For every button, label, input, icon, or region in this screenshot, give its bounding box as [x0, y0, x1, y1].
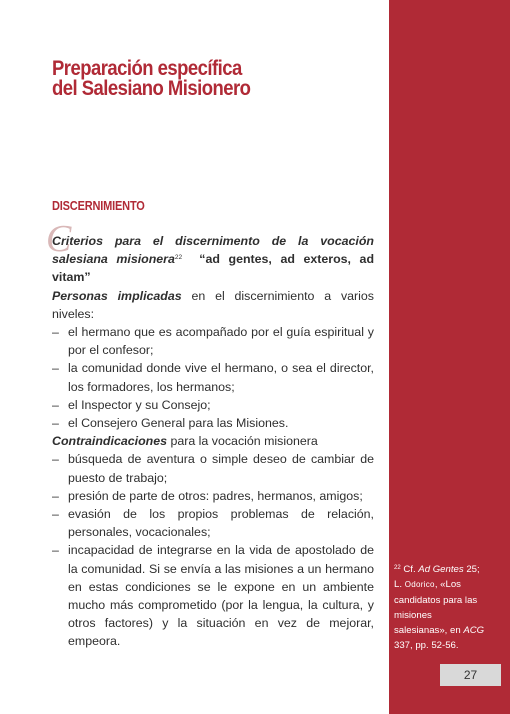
list-item: – el Consejero General para las Misiones.	[52, 414, 374, 432]
list-item: – búsqueda de aventura o simple deseo de cambiar de puesto de trabajo;	[52, 450, 374, 486]
main-content	[46, 218, 375, 651]
contra-list	[52, 450, 374, 650]
section-heading: DISCERNIMIENTO	[52, 199, 145, 213]
footnote	[394, 562, 486, 654]
footnote-italic-2: ACG	[463, 625, 485, 637]
title-line-1: Preparación específica	[52, 57, 242, 80]
contra-intro-text: para la vocación misionera	[170, 434, 318, 449]
list-item: – presión de parte de otros: padres, hermanos, amigos;	[52, 487, 374, 505]
lead-paragraph	[46, 218, 375, 287]
footnote-ref: 22	[174, 254, 183, 262]
personas-intro	[52, 287, 374, 323]
footnote-part4: 337, pp. 52-56.	[394, 640, 459, 652]
lead-quote: “ad gentes, ad exteros, ad vitam”	[52, 252, 375, 285]
lead-text: Criterios para el discernimento de la vocación salesiana misionera	[52, 234, 374, 267]
footnote-italic-1: Ad Gentes	[418, 564, 464, 575]
list-item: – incapacidad de integrarse en la vida de apostolado de la comunidad. Si se envía a las misiones a un hermano en estas condiciones se le expone en un ambiente mucho más comprometido (por la lengua, la cultura, y otros factores) y la situación en vez de mejorar, empeora.	[52, 541, 374, 650]
footnote-part3: , «Los candidatos para las misiones salesianas», en	[394, 579, 478, 637]
personas-intro-text: en el discernimiento a varios niveles:	[52, 288, 374, 321]
contra-intro	[52, 432, 374, 450]
list-item: – evasión de los propios problemas de relación, personales, vocacionales;	[52, 505, 374, 541]
page-title	[52, 59, 342, 99]
personas-list	[52, 323, 374, 432]
dropcap-ornament: C	[46, 218, 72, 260]
list-item: – la comunidad donde vive el hermano, o sea el director, los formadores, los hermanos;	[52, 359, 374, 395]
footnote-mark: 22	[394, 565, 401, 571]
page-number: 27	[440, 664, 501, 686]
contra-label: Contraindicaciones	[52, 434, 167, 449]
title-line-2: del Salesiano Misionero	[52, 77, 251, 100]
personas-label: Personas implicadas	[52, 288, 182, 303]
footnote-author: Odorico	[404, 580, 435, 590]
list-item: – el hermano que es acompañado por el guía espiritual y por el confesor;	[52, 323, 374, 359]
footnote-part2: 25; L.	[394, 564, 480, 591]
footnote-part1: Cf.	[403, 564, 416, 575]
list-item: – el Inspector y su Consejo;	[52, 396, 374, 414]
